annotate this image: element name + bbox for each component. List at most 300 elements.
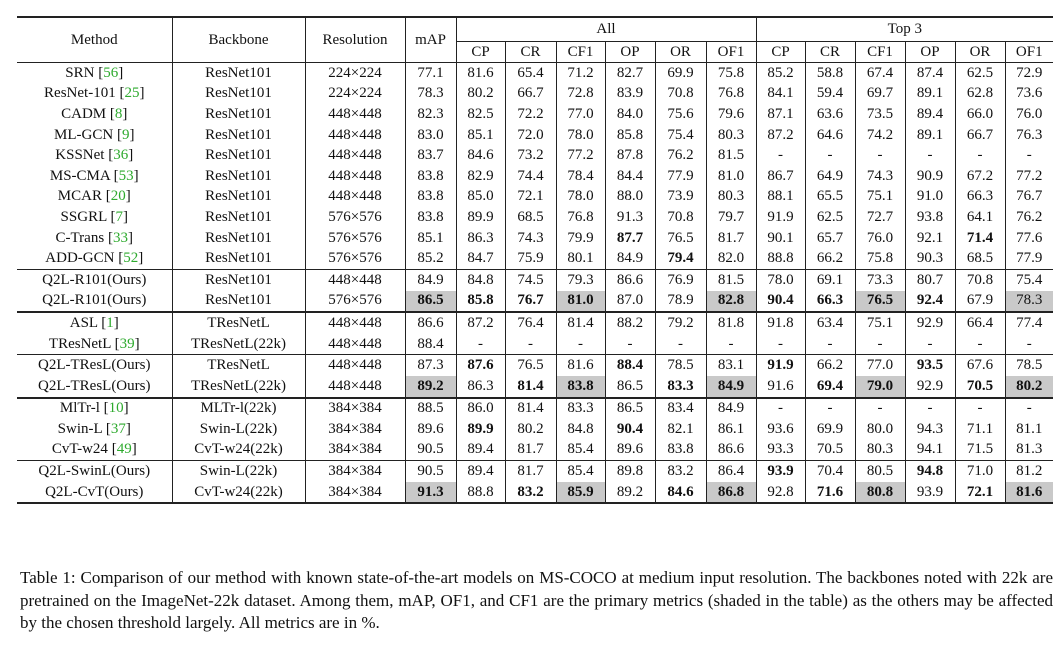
backbone-cell: TResNetL [172,355,305,376]
method-cell [17,376,172,398]
method-cell: ADD-GCN [52] [45,250,144,267]
metric-cell: 71.6 [805,482,855,504]
metric-cell: - [855,398,905,420]
metric-cell: 88.0 [605,187,655,208]
metric-cell: 89.8 [605,461,655,482]
metric-cell: - [855,145,905,166]
citation-link[interactable]: 1 [106,314,114,331]
metric-cell: 66.3 [805,291,855,313]
table-row [17,419,1053,440]
method-name: TResNetL [48,335,111,352]
metric-cell: - [756,334,805,355]
table-row [17,248,1053,269]
citation-link[interactable]: 9 [121,126,130,143]
metric-cell: 58.8 [805,63,855,84]
header-map: mAP [405,17,456,63]
citation-link[interactable]: 52 [123,250,139,267]
metric-cell: 92.9 [905,312,955,334]
table-row [17,440,1053,461]
resolution-cell: 384×384 [305,461,405,482]
metric-cell: 82.7 [605,63,655,84]
metric-cell: 92.4 [905,291,955,313]
metric-cell: 66.2 [805,248,855,269]
metric-cell: 83.3 [655,376,706,398]
header-all-cp: CP [456,42,505,63]
metric-cell: - [805,334,855,355]
method-name: Q2L-SwinL(Ours) [38,463,151,480]
metric-cell: - [605,334,655,355]
map-cell: 83.8 [405,207,456,228]
table-row [17,398,1053,420]
backbone-cell: ResNet101 [172,104,305,125]
metric-cell: 90.4 [605,419,655,440]
table-row [17,334,1053,355]
metric-cell: 81.3 [1005,440,1053,461]
backbone-cell: ResNet101 [172,125,305,146]
metric-cell: 67.6 [955,355,1005,376]
method-name: MCAR [57,188,102,205]
metric-cell: 79.7 [706,207,756,228]
method-name: ResNet-101 [44,85,116,102]
metric-cell: 90.4 [756,291,805,313]
method-cell: CvT-w24 [49] [51,441,137,458]
resolution-cell: 448×448 [305,376,405,398]
metric-cell: 81.6 [556,355,605,376]
table-row [17,269,1053,290]
metric-cell: 79.6 [706,104,756,125]
citation-link[interactable]: 10 [108,400,124,417]
metric-cell: 64.1 [955,207,1005,228]
metric-cell: 72.8 [556,84,605,105]
table-row [17,63,1053,84]
metric-cell: 80.2 [456,84,505,105]
resolution-cell: 448×448 [305,355,405,376]
metric-cell: 71.2 [556,63,605,84]
metric-cell: 77.2 [1005,166,1053,187]
metric-cell: 78.0 [556,187,605,208]
metric-cell: 83.8 [655,440,706,461]
method-cell: CADM [8] [61,105,128,122]
metric-cell: 94.8 [905,461,955,482]
metric-cell: 78.9 [655,291,706,313]
metric-cell: 69.1 [805,269,855,290]
metric-cell: 78.0 [556,125,605,146]
metric-cell: 81.6 [456,63,505,84]
metric-cell: - [955,145,1005,166]
header-top3-or: OR [955,42,1005,63]
backbone-cell: MLTr-l(22k) [172,398,305,420]
metric-cell: 74.3 [855,166,905,187]
metric-cell: 70.8 [955,269,1005,290]
metric-cell: 66.7 [505,84,556,105]
metric-cell: - [805,398,855,420]
metric-cell: 79.4 [655,248,706,269]
backbone-cell: ResNet101 [172,187,305,208]
metric-cell: 62.8 [955,84,1005,105]
metric-cell: 81.1 [1005,419,1053,440]
metric-cell: 71.1 [955,419,1005,440]
metric-cell: 66.2 [805,355,855,376]
metric-cell: 76.4 [505,312,556,334]
backbone-cell: Swin-L(22k) [172,461,305,482]
backbone-cell: ResNet101 [172,291,305,313]
metric-cell: - [655,334,706,355]
metric-cell: 84.6 [456,145,505,166]
metric-cell: 89.2 [605,482,655,504]
metric-cell: 81.5 [706,145,756,166]
metric-cell: 72.9 [1005,63,1053,84]
metric-cell: 65.5 [805,187,855,208]
citation-link[interactable]: 20 [110,188,126,205]
metric-cell: 80.3 [855,440,905,461]
metric-cell: 86.7 [756,166,805,187]
metric-cell: 85.0 [456,187,505,208]
metric-cell: 89.1 [905,125,955,146]
header-top3-cr: CR [805,42,855,63]
metric-cell: 87.2 [756,125,805,146]
metric-cell: 81.7 [706,228,756,249]
metric-cell: 81.4 [505,376,556,398]
metric-cell: 76.7 [1005,187,1053,208]
metric-cell: - [955,334,1005,355]
metric-cell: 66.3 [955,187,1005,208]
metric-cell: 77.0 [556,104,605,125]
citation-link[interactable]: 25 [124,85,140,102]
metric-cell: 69.9 [655,63,706,84]
table-group [17,269,1053,312]
metric-cell: 70.5 [955,376,1005,398]
map-cell: 78.3 [405,84,456,105]
metric-cell: 76.3 [1005,125,1053,146]
metric-cell: 65.7 [805,228,855,249]
metric-cell: 88.2 [605,312,655,334]
metric-cell: 82.9 [456,166,505,187]
resolution-cell: 448×448 [305,269,405,290]
metric-cell: 77.6 [1005,228,1053,249]
metric-cell: 66.4 [955,312,1005,334]
metric-cell: 73.6 [1005,84,1053,105]
map-cell: 85.1 [405,228,456,249]
metric-cell: 89.4 [905,104,955,125]
table-row [17,355,1053,376]
table-row [17,84,1053,105]
metric-cell: 75.9 [505,248,556,269]
method-name: Q2L-CvT(Ours) [45,483,144,500]
metric-cell: 81.0 [706,166,756,187]
metric-cell: 80.5 [855,461,905,482]
metric-cell: - [955,398,1005,420]
header-top3-op: OP [905,42,955,63]
resolution-cell: 576×576 [305,248,405,269]
map-cell: 87.3 [405,355,456,376]
metric-cell: 87.4 [905,63,955,84]
metric-cell: 76.5 [855,291,905,313]
resolution-cell: 448×448 [305,312,405,334]
table-row [17,125,1053,146]
metric-cell: 70.5 [805,440,855,461]
map-cell: 83.0 [405,125,456,146]
metric-cell: 91.8 [756,312,805,334]
method-cell: ML-GCN [9] [54,126,135,143]
metric-cell: 69.9 [805,419,855,440]
map-cell: 83.8 [405,166,456,187]
metric-cell: 93.9 [756,461,805,482]
method-name: SRN [65,64,95,81]
metric-cell: 74.5 [505,269,556,290]
metric-cell: 85.2 [756,63,805,84]
backbone-cell: ResNet101 [172,84,305,105]
metric-cell: 88.4 [605,355,655,376]
metric-cell: 70.8 [655,84,706,105]
metric-cell: 93.6 [756,419,805,440]
metric-cell: 86.5 [605,398,655,420]
metric-cell: 75.4 [1005,269,1053,290]
metric-cell: 81.7 [505,440,556,461]
metric-cell: 94.1 [905,440,955,461]
metric-cell: 86.3 [456,376,505,398]
metric-cell: - [1005,145,1053,166]
metric-cell: 83.1 [706,355,756,376]
resolution-cell: 384×384 [305,482,405,504]
metric-cell: 73.5 [855,104,905,125]
metric-cell: 64.6 [805,125,855,146]
method-name: ASL [69,314,98,331]
metric-cell: 91.6 [756,376,805,398]
table-row [17,104,1053,125]
backbone-cell: ResNet101 [172,248,305,269]
metric-cell: 76.5 [655,228,706,249]
map-cell: 84.9 [405,269,456,290]
metric-cell: 89.4 [456,440,505,461]
metric-cell: 78.3 [1005,291,1053,313]
table-group [17,461,1053,504]
method-cell: MCAR [20] [57,188,131,205]
metric-cell: 92.1 [905,228,955,249]
metric-cell: 91.3 [605,207,655,228]
metric-cell: 76.0 [1005,104,1053,125]
metric-cell: 88.1 [756,187,805,208]
table-group [17,398,1053,461]
metric-cell: 76.8 [556,207,605,228]
metric-cell: 63.6 [805,104,855,125]
resolution-cell: 224×224 [305,84,405,105]
table-row [17,145,1053,166]
header-all-of1: OF1 [706,42,756,63]
metric-cell: 86.4 [706,461,756,482]
metric-cell: 65.4 [505,63,556,84]
metric-cell: 69.7 [855,84,905,105]
metric-cell: 82.0 [706,248,756,269]
results-table [17,16,1053,504]
metric-cell: 85.1 [456,125,505,146]
metric-cell: 91.9 [756,207,805,228]
backbone-cell: Swin-L(22k) [172,419,305,440]
citation-link[interactable]: 33 [112,229,128,246]
metric-cell: 82.5 [456,104,505,125]
table-row [17,166,1053,187]
backbone-cell: TResNetL(22k) [172,376,305,398]
header-top3-cp: CP [756,42,805,63]
metric-cell: 87.1 [756,104,805,125]
citation-link[interactable]: 53 [118,167,134,184]
metric-cell: 77.4 [1005,312,1053,334]
metric-cell: 67.9 [955,291,1005,313]
metric-cell: 83.2 [505,482,556,504]
map-cell: 85.2 [405,248,456,269]
map-cell: 77.1 [405,63,456,84]
method-cell: ASL [1] [69,314,119,331]
map-cell: 86.6 [405,312,456,334]
backbone-cell: ResNet101 [172,269,305,290]
header-group-all: All [456,17,756,42]
metric-cell: 86.6 [706,440,756,461]
backbone-cell: ResNet101 [172,228,305,249]
metric-cell: 73.9 [655,187,706,208]
metric-cell: 81.4 [556,312,605,334]
metric-cell: - [905,398,955,420]
metric-cell: 84.1 [756,84,805,105]
metric-cell: 84.8 [456,269,505,290]
metric-cell: 62.5 [805,207,855,228]
metric-cell: - [905,145,955,166]
metric-cell: 78.5 [1005,355,1053,376]
method-name: MlTr-l [59,400,100,417]
metric-cell: 70.4 [805,461,855,482]
resolution-cell: 576×576 [305,207,405,228]
metric-cell: 68.5 [505,207,556,228]
method-cell: ResNet-101 [25] [44,85,145,102]
metric-cell: 86.0 [456,398,505,420]
map-cell: 91.3 [405,482,456,504]
metric-cell: 71.4 [955,228,1005,249]
metric-cell: 66.0 [955,104,1005,125]
metric-cell: 76.9 [655,269,706,290]
metric-cell: 72.1 [505,187,556,208]
metric-cell: 72.0 [505,125,556,146]
method-cell: SSGRL [7] [60,208,128,225]
backbone-cell: ResNet101 [172,166,305,187]
metric-cell: 87.2 [456,312,505,334]
method-cell: Swin-L [37] [57,420,131,437]
metric-cell: - [456,334,505,355]
metric-cell: 84.8 [556,419,605,440]
metric-cell: 77.0 [855,355,905,376]
header-all-cr: CR [505,42,556,63]
metric-cell: 75.8 [706,63,756,84]
metric-cell: 82.8 [706,291,756,313]
method-name: C-Trans [55,229,105,246]
metric-cell: 59.4 [805,84,855,105]
metric-cell: 81.4 [505,398,556,420]
metric-cell: 86.1 [706,419,756,440]
header-resolution: Resolution [305,17,405,63]
metric-cell: 88.8 [456,482,505,504]
resolution-cell: 448×448 [305,166,405,187]
metric-cell: 75.6 [655,104,706,125]
map-cell: 83.8 [405,187,456,208]
citation-link[interactable]: 49 [116,441,132,458]
metric-cell: 93.8 [905,207,955,228]
method-cell: MlTr-l [10] [59,400,129,417]
table-caption: Table 1: Comparison of our method with known state-of-the-art models on MS-COCO at medium input resolution. The backbones noted with 22k are pretrained on the ImageNet-22k dataset. Among them, mAP, OF1, and CF1 are the primary metrics (shaded in the table) as the others may be affected by the chosen threshold largely. All metrics are in %. [20,568,1053,632]
metric-cell: 90.9 [905,166,955,187]
metric-cell: 87.7 [605,228,655,249]
backbone-cell: TResNetL(22k) [172,334,305,355]
citation-link[interactable]: 56 [103,64,119,81]
metric-cell: 80.0 [855,419,905,440]
metric-cell: 80.3 [706,187,756,208]
metric-cell: 87.0 [605,291,655,313]
metric-cell: 75.8 [855,248,905,269]
metric-cell: 77.9 [1005,248,1053,269]
backbone-cell: ResNet101 [172,63,305,84]
metric-cell: 84.0 [605,104,655,125]
header-top3-cf1: CF1 [855,42,905,63]
metric-cell: 86.8 [706,482,756,504]
metric-cell: 84.9 [706,376,756,398]
citation-link[interactable]: 36 [113,147,129,164]
table-header [17,17,1053,63]
metric-cell: 80.3 [706,125,756,146]
metric-cell: 90.1 [756,228,805,249]
metric-cell: 76.5 [505,355,556,376]
table-row [17,312,1053,334]
citation-link[interactable]: 39 [119,335,135,352]
metric-cell: 87.6 [456,355,505,376]
header-all-op: OP [605,42,655,63]
metric-cell: 81.0 [556,291,605,313]
resolution-cell: 384×384 [305,419,405,440]
metric-cell: 71.0 [955,461,1005,482]
metric-cell: 85.8 [456,291,505,313]
table-row [17,376,1053,398]
metric-cell: 67.4 [855,63,905,84]
method-name: KSSNet [55,147,105,164]
method-cell [17,355,172,376]
method-cell [17,461,172,482]
metric-cell: 83.2 [655,461,706,482]
method-cell: KSSNet [36] [55,147,134,164]
metric-cell: 83.3 [556,398,605,420]
metric-cell: 81.6 [1005,482,1053,504]
metric-cell: 90.3 [905,248,955,269]
header-top3-of1: OF1 [1005,42,1053,63]
citation-link[interactable]: 7 [115,208,123,225]
metric-cell: 85.9 [556,482,605,504]
metric-cell: 75.4 [655,125,706,146]
metric-cell: 80.2 [505,419,556,440]
metric-cell: 74.2 [855,125,905,146]
metric-cell: 72.7 [855,207,905,228]
metric-cell: 67.2 [955,166,1005,187]
resolution-cell: 448×448 [305,334,405,355]
citation-link[interactable]: 37 [110,420,126,437]
metric-cell: 92.9 [905,376,955,398]
method-cell [17,482,172,504]
metric-cell: 70.8 [655,207,706,228]
resolution-cell: 224×224 [305,63,405,84]
metric-cell: 80.8 [855,482,905,504]
citation-link[interactable]: 8 [114,105,123,122]
metric-cell: 94.3 [905,419,955,440]
metric-cell: 79.0 [855,376,905,398]
method-cell [17,269,172,290]
resolution-cell: 448×448 [305,104,405,125]
metric-cell: 76.2 [1005,207,1053,228]
metric-cell: 91.0 [905,187,955,208]
metric-cell: 91.9 [756,355,805,376]
table-row [17,461,1053,482]
